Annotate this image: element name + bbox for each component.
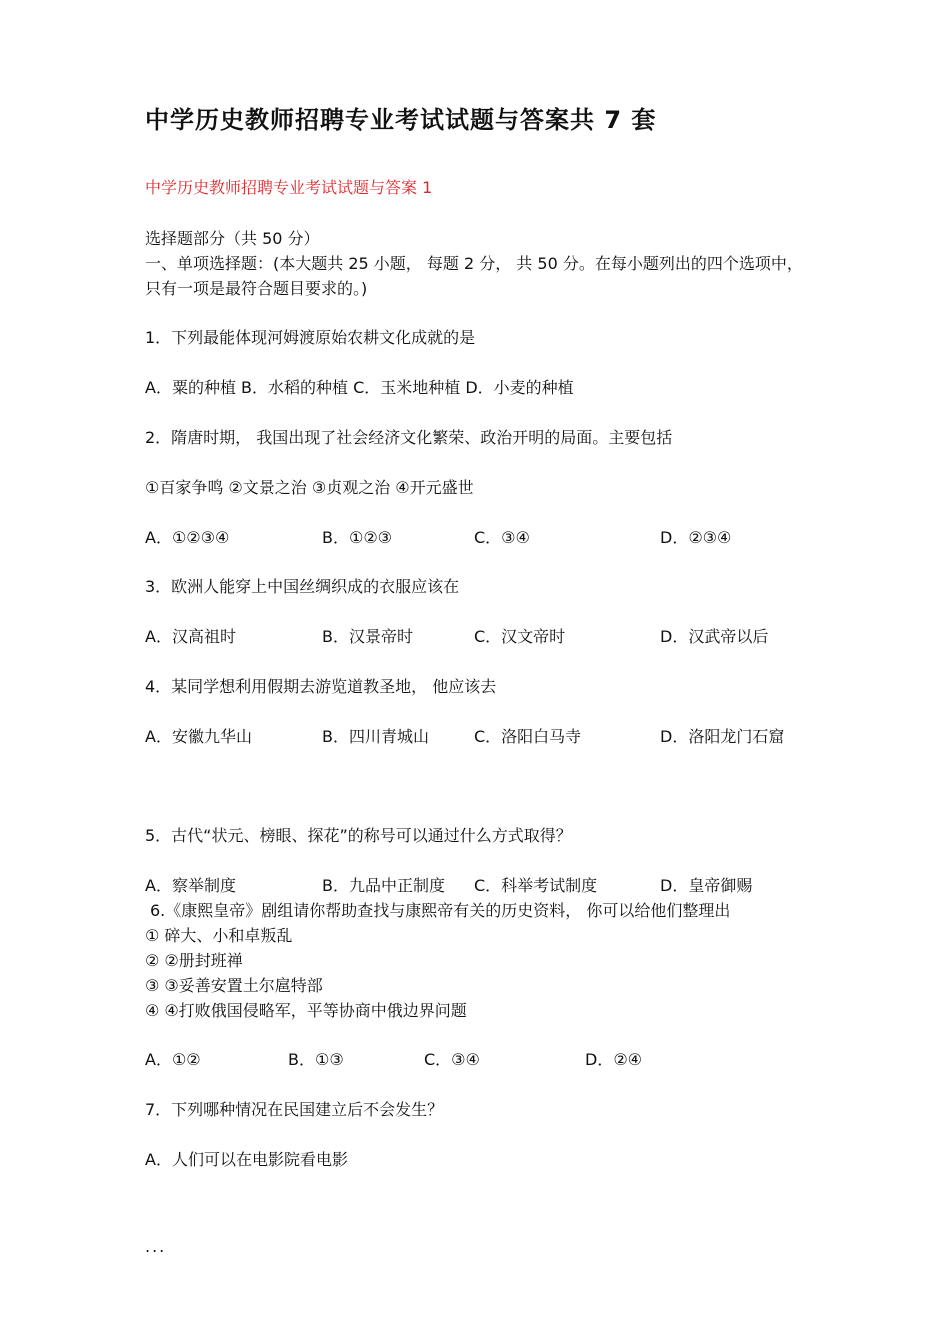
question-6-item-1: ① 碎大、小和卓叛乱 xyxy=(145,926,293,945)
question-6-option-d: D．②④ xyxy=(585,1050,643,1069)
section-heading: 选择题部分（共 50 分） xyxy=(145,229,320,248)
document-title: 中学历史教师招聘专业考试试题与答案共 7 套 xyxy=(145,106,657,134)
question-6-option-c: C．③④ xyxy=(424,1050,480,1069)
question-2-option-b: B．①②③ xyxy=(322,528,393,547)
question-3-option-d: D．汉武帝以后 xyxy=(660,627,769,646)
exam-subtitle: 中学历史教师招聘专业考试试题与答案 1 xyxy=(145,178,433,197)
question-4-option-a: A．安徽九华山 xyxy=(145,727,252,746)
question-2-items: ①百家争鸣 ②文景之治 ③贞观之治 ④开元盛世 xyxy=(145,478,474,497)
question-5-stem: 5．古代“状元、榜眼、探花”的称号可以通过什么方式取得？ xyxy=(145,826,572,845)
question-6-item-2: ② ②册封班禅 xyxy=(145,951,243,970)
question-5-option-d: D．皇帝御赐 xyxy=(660,876,753,895)
question-5-option-b: B．九品中正制度 xyxy=(322,876,445,895)
question-4-stem: 4．某同学想利用假期去游览道教圣地， 他应该去 xyxy=(145,677,497,696)
question-5-option-c: C．科举考试制度 xyxy=(474,876,598,895)
question-2-option-c: C．③④ xyxy=(474,528,530,547)
question-1-options: A．粟的种植 B．水稻的种植 C．玉米地种植 D．小麦的种植 xyxy=(145,378,574,397)
question-3-option-c: C．汉文帝时 xyxy=(474,627,566,646)
instruction-line-1: 一、单项选择题：(本大题共 25 小题， 每题 2 分， 共 50 分。在每小题列出的四个选项中， xyxy=(145,254,803,273)
continuation-ellipsis: ... xyxy=(145,1237,167,1256)
question-2-option-a: A．①②③④ xyxy=(145,528,230,547)
question-1-stem: 1．下列最能体现河姆渡原始农耕文化成就的是 xyxy=(145,328,476,347)
question-7-option-a: A．人们可以在电影院看电影 xyxy=(145,1150,348,1169)
question-6-item-4: ④ ④打败俄国侵略军，平等协商中俄边界问题 xyxy=(145,1001,467,1020)
question-2-stem: 2．隋唐时期， 我国出现了社会经济文化繁荣、政治开明的局面。主要包括 xyxy=(145,428,673,447)
question-3-option-a: A．汉高祖时 xyxy=(145,627,236,646)
question-6-item-3: ③ ③妥善安置土尔扈特部 xyxy=(145,976,323,995)
question-5-option-a: A．察举制度 xyxy=(145,876,236,895)
question-7-stem: 7．下列哪种情况在民国建立后不会发生？ xyxy=(145,1100,444,1119)
question-6-option-a: A．①② xyxy=(145,1050,201,1069)
question-6-stem: 6.《康熙皇帝》剧组请你帮助查找与康熙帝有关的历史资料， 你可以给他们整理出 xyxy=(150,901,731,920)
question-6-option-b: B．①③ xyxy=(288,1050,344,1069)
question-4-option-b: B．四川青城山 xyxy=(322,727,429,746)
question-3-stem: 3．欧洲人能穿上中国丝绸织成的衣服应该在 xyxy=(145,577,460,596)
question-3-option-b: B．汉景帝时 xyxy=(322,627,413,646)
question-4-option-c: C．洛阳白马寺 xyxy=(474,727,582,746)
question-2-option-d: D．②③④ xyxy=(660,528,732,547)
instruction-line-2: 只有一项是最符合题目要求的。) xyxy=(145,279,368,298)
question-4-option-d: D．洛阳龙门石窟 xyxy=(660,727,785,746)
